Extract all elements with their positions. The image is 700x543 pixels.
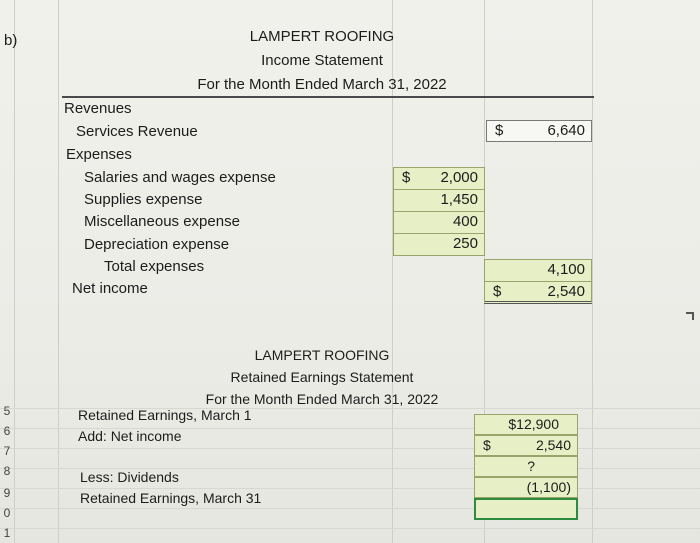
add-value: 2,540	[535, 437, 571, 453]
expense-label: Salaries and wages expense	[84, 169, 276, 186]
income-title: Income Statement	[261, 52, 383, 69]
begin-cell[interactable]	[474, 414, 578, 435]
part-label: b)	[4, 32, 18, 49]
total-expenses-value: 4,100	[547, 261, 585, 278]
expense-value: 2,000	[440, 169, 478, 186]
revenues-label: Revenues	[64, 100, 132, 117]
expense-value: 400	[452, 213, 478, 230]
expense-label: Depreciation expense	[84, 236, 230, 253]
net-income-label: Net income	[72, 280, 148, 297]
income-period: For the Month Ended March 31, 2022	[197, 76, 447, 93]
gridline	[0, 508, 700, 509]
services-revenue-value: 6,640	[547, 122, 585, 139]
retained-company: LAMPERT ROOFING	[254, 347, 390, 363]
row-number[interactable]: 8	[3, 464, 11, 478]
begin-value: $12,900	[508, 416, 559, 432]
dollar-sign: $	[493, 283, 502, 300]
expenses-label: Expenses	[66, 146, 132, 163]
gridline	[58, 0, 59, 543]
expense-value: 250	[452, 235, 478, 252]
expense-value: 1,450	[440, 191, 478, 208]
services-revenue-label: Services Revenue	[76, 123, 198, 140]
scroll-edge-icon	[686, 312, 694, 320]
gridline	[0, 488, 700, 489]
begin-label: Retained Earnings, March 1	[78, 407, 252, 423]
header-rule	[62, 96, 594, 98]
add-cell[interactable]	[474, 435, 578, 456]
dollar-sign: $	[402, 169, 411, 186]
retained-title: Retained Earnings Statement	[230, 369, 414, 385]
row-number[interactable]: 6	[3, 424, 11, 438]
expense-cell[interactable]	[393, 167, 485, 190]
net-income-cell[interactable]	[484, 281, 592, 304]
gridline	[0, 448, 700, 449]
gridline	[592, 0, 593, 543]
services-revenue-cell[interactable]	[486, 120, 592, 142]
unknown-cell[interactable]	[474, 456, 578, 477]
row-number[interactable]: 7	[3, 444, 11, 458]
row-number[interactable]: 5	[3, 404, 11, 418]
total-expenses-cell[interactable]	[484, 259, 592, 282]
less-label: Less: Dividends	[80, 469, 179, 485]
expense-cell[interactable]	[393, 211, 485, 234]
row-number[interactable]: 1	[3, 526, 11, 540]
dollar-sign: $	[495, 122, 504, 139]
selected-cell-outline	[474, 498, 578, 520]
gridline	[14, 0, 15, 543]
dividends-cell[interactable]	[474, 477, 578, 498]
total-expenses-label: Total expenses	[104, 258, 205, 275]
expense-cell[interactable]	[393, 233, 485, 256]
gridline	[0, 528, 700, 529]
income-company: LAMPERT ROOFING	[249, 28, 395, 45]
dividends-value: (1,100)	[526, 479, 571, 495]
expense-label: Supplies expense	[84, 191, 203, 208]
expense-cell[interactable]	[393, 189, 485, 212]
row-number[interactable]: 0	[3, 506, 11, 520]
retained-period: For the Month Ended March 31, 2022	[205, 391, 439, 407]
unknown-value: ?	[527, 458, 535, 474]
net-income-value: 2,540	[547, 283, 585, 300]
dollar-sign: $	[483, 437, 491, 453]
end-label: Retained Earnings, March 31	[80, 490, 262, 506]
expense-label: Miscellaneous expense	[84, 213, 240, 230]
add-label: Add: Net income	[78, 428, 182, 444]
row-number[interactable]: 9	[3, 486, 11, 500]
